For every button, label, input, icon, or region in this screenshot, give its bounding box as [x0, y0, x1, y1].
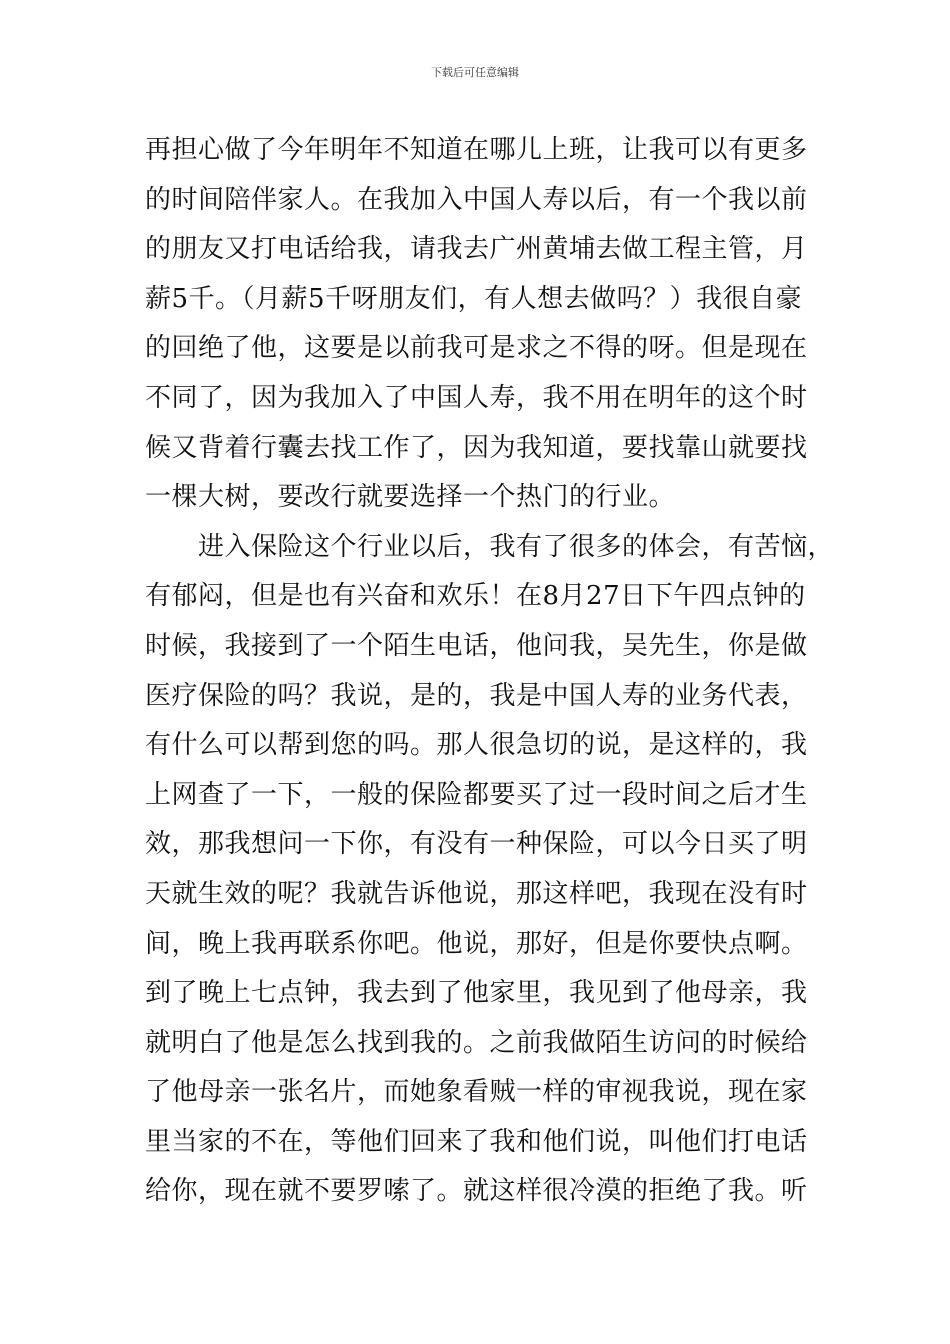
text-line: 间，晚上我再联系你吧。他说，那好，但是你要快点啊。 — [145, 928, 808, 959]
text-line: 候又背着行囊去找工作了，因为我知道，要找靠山就要找 — [145, 432, 808, 463]
text-line: 了他母亲一张名片，而她象看贼一样的审视我说，现在家 — [145, 1077, 808, 1108]
text-line: 不同了，因为我加入了中国人寿，我不用在明年的这个时 — [145, 382, 808, 413]
text-line: 给你，现在就不要罗嗦了。就这样很冷漠的拒绝了我。听 — [145, 1176, 808, 1207]
text-line: 的时间陪伴家人。在我加入中国人寿以后，有一个我以前 — [145, 184, 808, 215]
text-line: 时候，我接到了一个陌生电话，他问我，吴先生，你是做 — [145, 630, 808, 661]
text-line: 有郁闷，但是也有兴奋和欢乐！在8月27日下午四点钟的 — [145, 581, 806, 612]
text-line: 的朋友又打电话给我，请我去广州黄埔去做工程主管，月 — [145, 234, 808, 265]
text-line: 的回绝了他，这要是以前我可是求之不得的呀。但是现在 — [145, 333, 808, 364]
text-line: 再担心做了今年明年不知道在哪儿上班，让我可以有更多 — [145, 135, 808, 165]
text-line: 就明白了他是怎么找到我的。之前我做陌生访问的时候给 — [145, 1027, 808, 1058]
page-header: 下载后可任意编辑 — [431, 66, 519, 79]
text-line: 薪5千。（月薪5千呀朋友们，有人想去做吗？）我很自豪 — [145, 283, 803, 314]
text-line: 一棵大树，要改行就要选择一个热门的行业。 — [145, 482, 676, 513]
text-line: 到了晚上七点钟，我去到了他家里，我见到了他母亲，我 — [145, 978, 808, 1009]
text-line: 效，那我想问一下你，有没有一种保险，可以今日买了明 — [145, 829, 808, 860]
text-line: 上网查了一下，一般的保险都要买了过一段时间之后才生 — [145, 779, 808, 810]
text-line: 进入保险这个行业以后，我有了很多的体会，有苦恼， — [145, 531, 835, 562]
body-text — [145, 126, 835, 1217]
text-line: 医疗保险的吗？我说，是的，我是中国人寿的业务代表， — [145, 680, 808, 711]
text-line: 天就生效的呢？我就告诉他说，那这样吧，我现在没有时 — [145, 878, 808, 909]
text-line: 里当家的不在，等他们回来了我和他们说，叫他们打电话 — [145, 1126, 808, 1157]
text-line: 有什么可以帮到您的吗。那人很急切的说，是这样的，我 — [145, 730, 808, 761]
